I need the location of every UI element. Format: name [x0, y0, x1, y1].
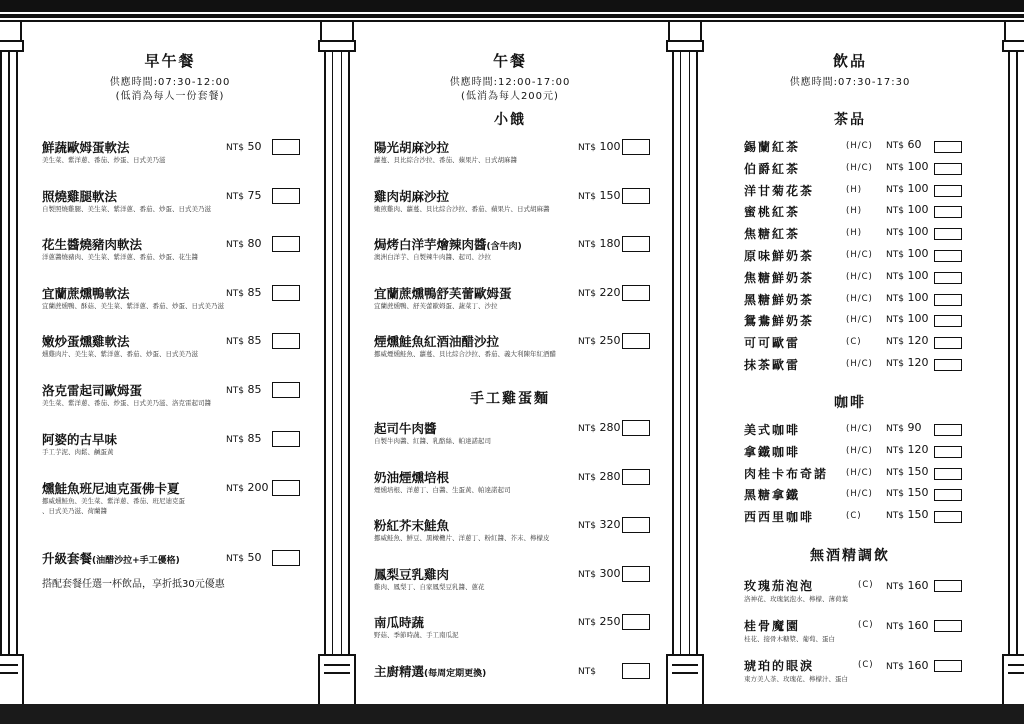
item-price: NT$ 150: [886, 464, 929, 478]
item-name: 阿婆的古早味: [42, 432, 118, 447]
breakfast-hours: 供應時間:07:30-12:00: [109, 77, 231, 88]
pillar-center-left: [320, 20, 354, 704]
item-price: NT$ 100: [886, 159, 929, 173]
set-discount-note: 搭配套餐任選一杯飲品，享折抵30元優惠: [42, 579, 225, 590]
item-name: 粉紅芥末鮭魚: [374, 518, 450, 533]
bottom-frame-bar: [0, 704, 1024, 724]
item-name: 原味鮮奶茶: [744, 249, 815, 263]
item-price: NT$ 150: [578, 189, 621, 202]
item-temp-tag: (C): [858, 660, 874, 670]
drinks-title: 飲品: [832, 52, 867, 70]
drinks-hours: 供應時間:07:30-17:30: [789, 77, 911, 88]
item-name: 宜蘭蔗燻鴨軟法: [42, 286, 130, 301]
order-checkbox[interactable]: [272, 188, 300, 204]
item-price: NT$ 100: [886, 312, 929, 326]
item-price: NT$ 250: [578, 615, 621, 628]
item-name: 焗烤白洋芋燴辣肉醬(含牛肉): [374, 237, 522, 252]
order-checkbox[interactable]: [934, 446, 962, 458]
item-price: NT$ 100: [886, 225, 929, 239]
order-checkbox[interactable]: [622, 663, 650, 679]
item-price: NT$ 100: [886, 181, 929, 195]
mocktail-title: 無酒精調飲: [810, 548, 890, 564]
item-temp-tag: (H/C): [846, 315, 873, 326]
item-name: 桂骨魔園: [744, 619, 801, 633]
lunch-hours: 供應時間:12:00-17:00: [449, 77, 571, 88]
order-checkbox[interactable]: [934, 337, 962, 349]
item-name: 陽光胡麻沙拉: [374, 140, 450, 155]
item-temp-tag: (H/C): [846, 271, 873, 282]
order-checkbox[interactable]: [272, 431, 300, 447]
item-name: 焦糖鮮奶茶: [744, 270, 815, 285]
item-price: NT$ 100: [886, 203, 929, 217]
item-desc: 宜蘭蔗燻鴨、舒芙蕾歐姆蛋、蔬菜丁、沙拉: [374, 302, 498, 310]
item-price: NT$ 100: [578, 140, 621, 153]
item-name: 伯爵紅茶: [744, 161, 801, 176]
pillar-left: [0, 20, 22, 704]
item-name: 燻鮭魚班尼迪克蛋佛卡夏: [42, 481, 180, 496]
item-name: 起司牛肉醬: [374, 421, 437, 436]
item-name: 鮮蔬歐姆蛋軟法: [42, 140, 130, 155]
item-temp-tag: (H/C): [846, 489, 873, 500]
item-temp-tag: (H): [846, 206, 863, 217]
item-desc: 澳洲白洋芋、自製辣牛肉醬、起司、沙拉: [374, 253, 491, 261]
item-desc: 洋蔥醬燒豬肉、美生菜、紫洋蔥、番茄、炒蛋、花生醬: [42, 253, 198, 261]
item-temp-tag: (H/C): [846, 293, 873, 304]
item-price: NT$ 160: [886, 619, 929, 632]
item-price: NT$ 160: [886, 579, 929, 592]
item-desc: 蘿蔓、貝比綜合沙拉、番茄、蘋果片、日式胡麻醬: [374, 156, 517, 164]
snacks-title: 小餓: [494, 112, 526, 128]
item-desc: 美生菜、紫洋蔥、番茄、炒蛋、日式美乃滋: [42, 156, 166, 164]
item-desc: 燻雞肉片、美生菜、紫洋蔥、番茄、炒蛋、日式美乃滋: [42, 350, 198, 358]
coffee-title: 咖啡: [834, 395, 866, 411]
item-price: NT$ 100: [886, 290, 929, 304]
item-name: 西西里咖啡: [744, 510, 815, 525]
item-name: 可可歐雷: [744, 336, 801, 351]
item-price: NT$ 280: [578, 470, 621, 483]
breakfast-minimum: (低消為每人一份套餐): [115, 91, 225, 102]
item-desc: 嫩煎雞肉、蘿蔓、貝比綜合沙拉、番茄、蘋果片、日式胡麻醬: [374, 205, 550, 213]
item-temp-tag: (H/C): [846, 445, 873, 456]
order-checkbox[interactable]: [934, 359, 962, 371]
order-checkbox[interactable]: [934, 185, 962, 197]
item-desc: 美生菜、紫洋蔥、番茄、炒蛋、日式美乃滋、洛克雷起司醬: [42, 399, 211, 407]
item-temp-tag: (C): [846, 337, 862, 348]
order-checkbox[interactable]: [622, 566, 650, 582]
item-price: NT$ 80: [226, 237, 262, 250]
item-price: NT$ 150: [886, 508, 929, 522]
item-name: 奶油煙燻培根: [374, 470, 450, 485]
item-name: 錫蘭紅茶: [744, 140, 801, 154]
noodles-title: 手工雞蛋麵: [470, 391, 550, 407]
lunch-title: 午餐: [492, 52, 527, 70]
order-checkbox[interactable]: [622, 188, 650, 204]
item-name: 黑糖拿鐵: [744, 488, 801, 503]
order-checkbox[interactable]: [622, 139, 650, 155]
order-checkbox[interactable]: [622, 614, 650, 630]
item-name: 琥珀的眼淚: [744, 659, 815, 673]
item-desc: 洛神花、玫瑰氣泡水、檸檬、薄荷葉: [744, 595, 848, 603]
top-frame-bar: [0, 0, 1024, 12]
order-checkbox[interactable]: [934, 206, 962, 218]
item-name: 升級套餐(油醋沙拉+手工優格): [42, 551, 180, 566]
item-desc: 野菇、季節時蔬、手工南瓜泥: [374, 631, 459, 639]
item-temp-tag: (C): [858, 580, 874, 590]
item-price: NT$ 85: [226, 383, 262, 396]
order-checkbox[interactable]: [622, 236, 650, 252]
order-checkbox[interactable]: [934, 468, 962, 480]
item-name: 洋甘菊花茶: [744, 183, 815, 198]
order-checkbox[interactable]: [272, 550, 300, 566]
item-name: 焦糖紅茶: [744, 227, 801, 242]
item-desc: 自製牛肉醬、紅醬、乳酪絲、帕達諾起司: [374, 437, 491, 445]
item-name: 主廚精選(每周定期更換): [374, 664, 487, 679]
order-checkbox[interactable]: [934, 489, 962, 501]
item-price: NT$ 150: [886, 486, 929, 500]
item-name: 鴛鴦鮮奶茶: [744, 314, 815, 329]
item-price: NT$ 300: [578, 567, 621, 580]
item-name: 蜜桃紅茶: [744, 205, 801, 220]
top-frame-thin-line: [0, 20, 1024, 22]
lunch-minimum: (低消為每人200元): [461, 91, 559, 102]
item-desc: 自製照燒雞腿、美生菜、紫洋蔥、番茄、炒蛋、日式美乃滋: [42, 205, 211, 213]
item-desc: 東方美人茶、玫瑰花、檸檬汁、蛋白: [744, 675, 848, 683]
order-checkbox[interactable]: [272, 382, 300, 398]
item-name: 雞肉胡麻沙拉: [374, 189, 450, 204]
item-temp-tag: (H/C): [846, 162, 873, 173]
item-temp-tag: (H/C): [846, 467, 873, 478]
item-desc: 挪威鮭魚、鮮豆、黑橄欖片、洋蔥丁、粉紅醬、芥末、檸檬皮: [374, 534, 550, 542]
item-desc: 宜蘭蔗燻鴨、酥菇、美生菜、紫洋蔥、番茄、炒蛋、日式美乃滋: [42, 302, 224, 310]
order-checkbox[interactable]: [622, 420, 650, 436]
item-temp-tag: (H/C): [846, 424, 873, 434]
item-price: NT$ 100: [886, 247, 929, 260]
item-name: 花生醬燒豬肉軟法: [42, 237, 143, 252]
order-checkbox[interactable]: [934, 315, 962, 327]
item-name: 洛克雷起司歐姆蛋: [42, 383, 143, 398]
item-name: 黑糖鮮奶茶: [744, 292, 815, 307]
item-desc: 雞肉、鳳梨丁、自家鳳梨豆乳醬、蔥花: [374, 583, 485, 591]
item-price: NT$ 85: [226, 286, 262, 299]
order-checkbox[interactable]: [934, 250, 962, 262]
item-price: NT$ 120: [886, 334, 929, 348]
top-frame-line: [0, 14, 1024, 18]
item-price: NT$ 280: [578, 421, 621, 434]
item-desc: 手工芋泥、肉鬆、鹹蛋黃: [42, 448, 114, 456]
order-checkbox[interactable]: [622, 469, 650, 485]
item-temp-tag: (C): [846, 511, 862, 522]
order-checkbox[interactable]: [934, 228, 962, 240]
item-price: NT$ 160: [886, 659, 929, 672]
item-price: NT$ 120: [886, 356, 929, 369]
order-checkbox[interactable]: [934, 272, 962, 284]
item-desc: 桂花、接骨木糖漿、葡萄、蛋白: [744, 635, 835, 643]
order-checkbox[interactable]: [272, 236, 300, 252]
tea-title: 茶品: [834, 112, 866, 128]
item-price: NT$ 50: [226, 551, 262, 564]
item-name: 嫩炒蛋燻雞軟法: [42, 334, 130, 349]
item-desc: 挪威煙燻鮭魚、蘿蔓、貝比綜合沙拉、番茄、義大利陳年紅酒醋: [374, 350, 556, 358]
item-price: NT$ 250: [578, 334, 621, 347]
pillar-right: [1004, 20, 1024, 704]
item-name: 抹茶歐雷: [744, 358, 801, 372]
order-checkbox[interactable]: [934, 580, 962, 592]
item-price: NT$ 90: [886, 421, 922, 434]
item-price: NT$ 100: [886, 268, 929, 282]
order-checkbox[interactable]: [272, 285, 300, 301]
order-checkbox[interactable]: [934, 294, 962, 306]
item-temp-tag: (H/C): [846, 359, 873, 369]
order-checkbox[interactable]: [934, 620, 962, 632]
item-name: 美式咖啡: [744, 423, 801, 437]
item-price: NT$ 180: [578, 237, 621, 250]
item-temp-tag: (H): [846, 228, 863, 239]
item-temp-tag: (C): [858, 620, 874, 630]
item-price: NT$ 75: [226, 189, 262, 202]
item-name: 鳳梨豆乳雞肉: [374, 567, 450, 582]
item-name: 煙燻鮭魚紅酒油醋沙拉: [374, 334, 500, 349]
order-checkbox[interactable]: [272, 139, 300, 155]
order-checkbox[interactable]: [272, 480, 300, 496]
order-checkbox[interactable]: [622, 285, 650, 301]
item-price: NT$: [578, 667, 596, 677]
item-desc: 煙燻培根、洋蔥丁、白醬、生蛋黃、帕達諾起司: [374, 486, 511, 494]
item-price: NT$ 60: [886, 138, 922, 151]
item-price: NT$ 85: [226, 432, 262, 445]
pillar-center-right: [668, 20, 702, 704]
item-price: NT$ 50: [226, 140, 262, 153]
order-checkbox[interactable]: [934, 660, 962, 672]
order-checkbox[interactable]: [622, 333, 650, 349]
item-temp-tag: (H/C): [846, 250, 873, 260]
item-name: 照燒雞腿軟法: [42, 189, 118, 204]
breakfast-title: 早午餐: [144, 52, 196, 70]
order-checkbox[interactable]: [272, 333, 300, 349]
order-checkbox[interactable]: [934, 511, 962, 523]
item-desc-line2: 、日式美乃滋、荷蘭醬: [42, 507, 107, 515]
item-price: NT$ 200: [226, 481, 269, 494]
item-price: NT$ 120: [886, 442, 929, 456]
order-checkbox[interactable]: [934, 163, 962, 175]
item-name: 拿鐵咖啡: [744, 444, 801, 459]
order-checkbox[interactable]: [934, 424, 962, 436]
item-name: 肉桂卡布奇諾: [744, 466, 829, 481]
order-checkbox[interactable]: [622, 517, 650, 533]
item-desc: 挪威燻鮭魚、美生菜、紫洋蔥、番茄、班尼迪克蛋: [42, 497, 185, 505]
item-price: NT$ 320: [578, 518, 621, 531]
order-checkbox[interactable]: [934, 141, 962, 153]
item-name: 南瓜時蔬: [374, 615, 425, 630]
item-price: NT$ 85: [226, 334, 262, 347]
item-price: NT$ 220: [578, 286, 621, 299]
item-temp-tag: (H): [846, 184, 863, 195]
item-temp-tag: (H/C): [846, 141, 873, 151]
item-name: 宜蘭蔗燻鴨舒芙蕾歐姆蛋: [374, 286, 512, 301]
item-name: 玫瑰茄泡泡: [744, 579, 815, 593]
